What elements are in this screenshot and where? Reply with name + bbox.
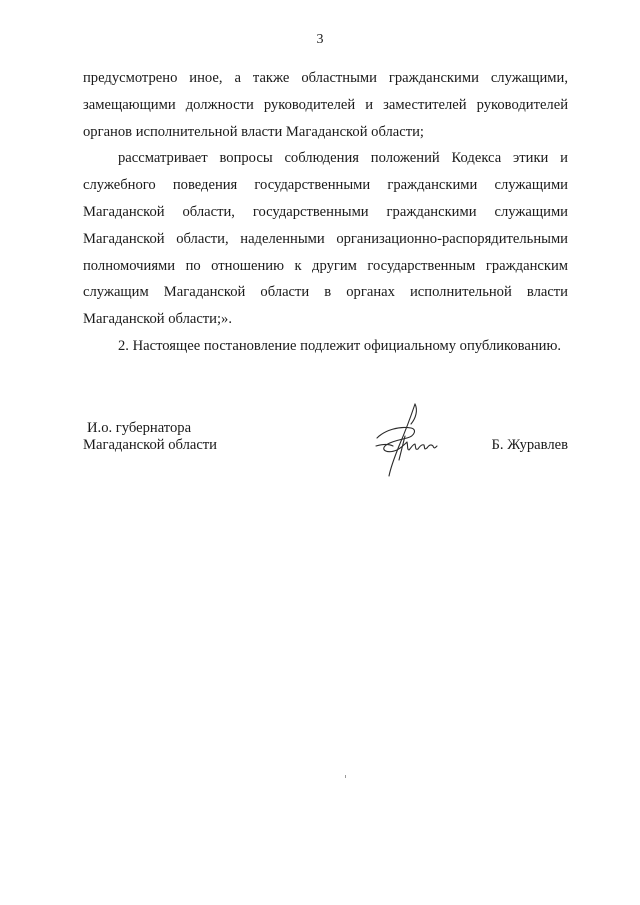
text-line: служащим Магаданской области в органах исполнительной власти: [83, 284, 568, 301]
text-line: Магаданской области;».: [83, 311, 232, 328]
paragraph-ethics-code: [83, 145, 568, 333]
signatory-name: Б. Журавлев: [491, 437, 568, 453]
text-line: рассматривает вопросы соблюдения положений Кодекса этики и: [118, 150, 568, 167]
text-line: опубликованию.: [459, 337, 562, 354]
text-line: 2. Настоящее постановление подлежит официальному: [118, 337, 457, 354]
scan-artifact: [345, 775, 346, 778]
signatory-position-line: И.о. губернатора: [87, 420, 192, 436]
signatory-position-line: Магаданской области: [83, 437, 217, 453]
text-line: полномочиями по отношению к другим государственным гражданским: [83, 257, 568, 274]
text-line: замещающими должности руководителей и заместителей руководителей: [83, 96, 568, 113]
signature-block: [83, 420, 568, 500]
text-line: Магаданской области, государственными гражданскими служащими: [83, 203, 568, 220]
page-number: 3: [316, 32, 324, 47]
paragraph-continuation: [83, 65, 568, 145]
text-line: Магаданской области, наделенными организационно-распорядительными: [83, 230, 568, 247]
text-line: предусмотрено иное, а также областными гражданскими служащими,: [83, 70, 568, 86]
text-line: служебного поведения государственными гражданскими служащими: [83, 177, 568, 194]
handwritten-signature-icon: [371, 402, 451, 478]
document-body: [83, 65, 568, 360]
paragraph-publication-clause: [83, 333, 568, 360]
signatory-position: [83, 420, 283, 454]
text-line: органов исполнительной власти Магаданской области;: [83, 123, 424, 140]
